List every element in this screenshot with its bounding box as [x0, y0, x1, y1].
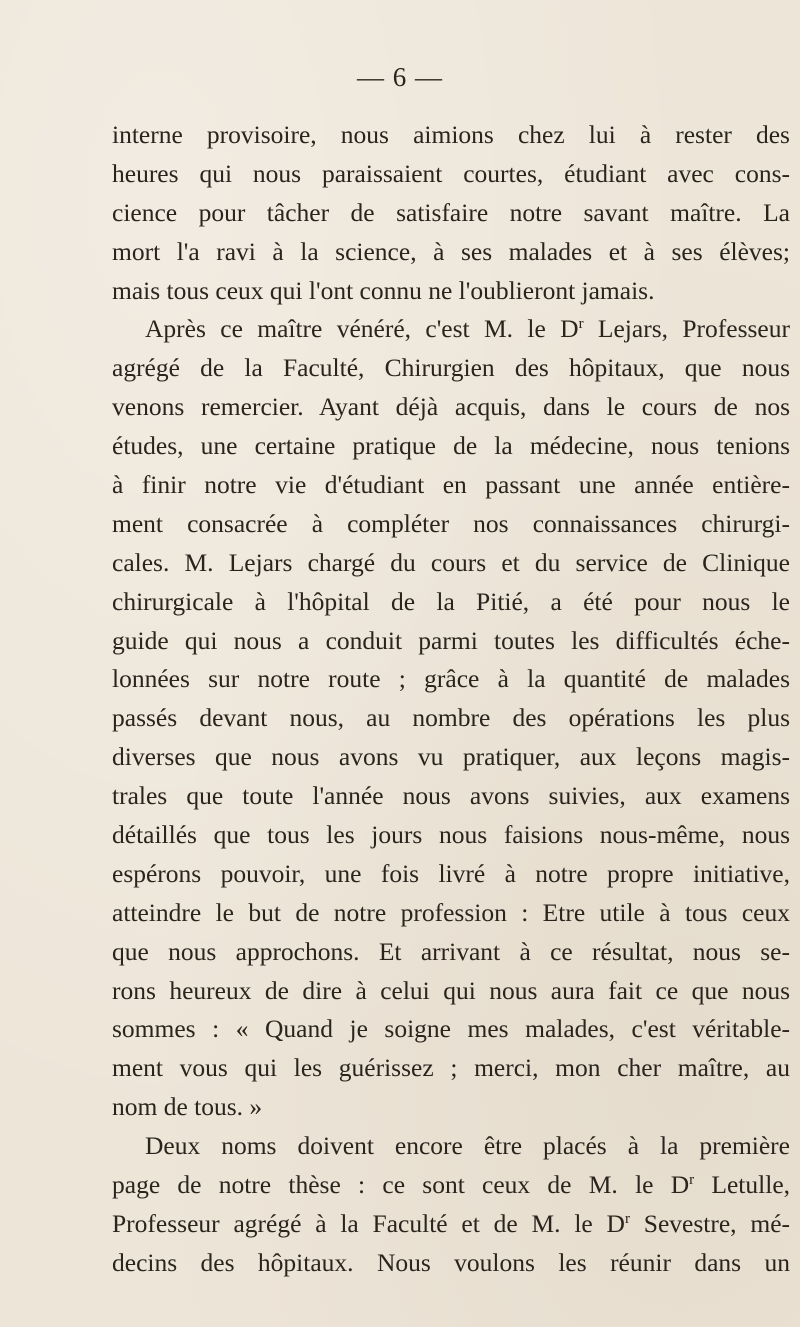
line-segment: Professeur agrégé à la Faculté et de M. le D: [112, 1208, 625, 1238]
text-line: sommes : « Quand je soigne mes malades, c'est véritable-: [112, 1014, 790, 1044]
text-line: que nous approchons. Et arrivant à ce résultat, nous se-: [112, 936, 790, 966]
line-segment: Après ce maître vénéré, c'est M. le D: [145, 314, 579, 344]
text-line: interne provisoire, nous aimions chez lui à rester des: [112, 120, 790, 149]
text-line: ment consacrée à compléter nos connaissances chirurgi-: [112, 508, 790, 538]
text-line: [112, 310, 790, 349]
superscript: r: [578, 316, 584, 333]
text-line: guide qui nous a conduit parmi toutes les difficultés éche-: [112, 625, 790, 655]
text-line: études, une certaine pratique de la médecine, nous tenions: [112, 431, 790, 461]
text-line: ment vous qui les guérissez ; merci, mon cher maître, au: [112, 1053, 790, 1083]
line-segment: Letulle,: [694, 1170, 791, 1200]
text-line: mort l'a ravi à la science, à ses malades et à ses élèves;: [112, 236, 790, 266]
line-segment: Lejars, Professeur: [583, 314, 790, 344]
text-line: Deux noms doivent encore être placés à la première: [145, 1131, 790, 1161]
text-line: agrégé de la Faculté, Chirurgien des hôpitaux, que nous: [112, 353, 790, 383]
text-line: rons heureux de dire à celui qui nous aura fait ce que nous: [112, 975, 790, 1005]
text-line: espérons pouvoir, une fois livré à notre propre initiative,: [112, 858, 790, 888]
text-line: chirurgicale à l'hôpital de la Pitié, a été pour nous le: [112, 586, 790, 616]
text-line: decins des hôpitaux. Nous voulons les réunir dans un: [112, 1247, 790, 1277]
text-line: trales que toute l'année nous avons suivies, aux examens: [112, 781, 790, 811]
text-line: à finir notre vie d'étudiant en passant une année entière-: [112, 470, 790, 500]
superscript: r: [624, 1210, 630, 1227]
text-line: lonnées sur notre route ; grâce à la quantité de malades: [112, 664, 790, 694]
text-line: cales. M. Lejars chargé du cours et du service de Clinique: [112, 547, 790, 577]
text-line: venons remercier. Ayant déjà acquis, dans le cours de nos: [112, 392, 790, 422]
text-line: diverses que nous avons vu pratiquer, aux leçons magis-: [112, 742, 790, 772]
line-segment: page de notre thèse : ce sont ceux de M. le D: [112, 1170, 690, 1200]
superscript: r: [689, 1172, 695, 1189]
text-line: atteindre le but de notre profession : Etre utile à tous ceux: [112, 897, 790, 927]
text-line: nom de tous. »: [112, 1092, 263, 1122]
text-line: cience pour tâcher de satisfaire notre savant maître. La: [112, 197, 790, 227]
text-line: mais tous ceux qui l'ont connu ne l'oublieront jamais.: [112, 275, 655, 305]
text-line: heures qui nous paraissaient courtes, étudiant avec cons-: [112, 158, 790, 188]
body-text: [112, 116, 790, 1283]
text-line: [112, 1205, 790, 1244]
line-segment: Sevestre, mé-: [629, 1208, 791, 1238]
text-line: passés devant nous, au nombre des opérations les plus: [112, 703, 790, 733]
text-line: détaillés que tous les jours nous faisions nous-même, nous: [112, 820, 790, 850]
text-line: [112, 1166, 790, 1205]
page-number: — 6 —: [357, 62, 443, 92]
